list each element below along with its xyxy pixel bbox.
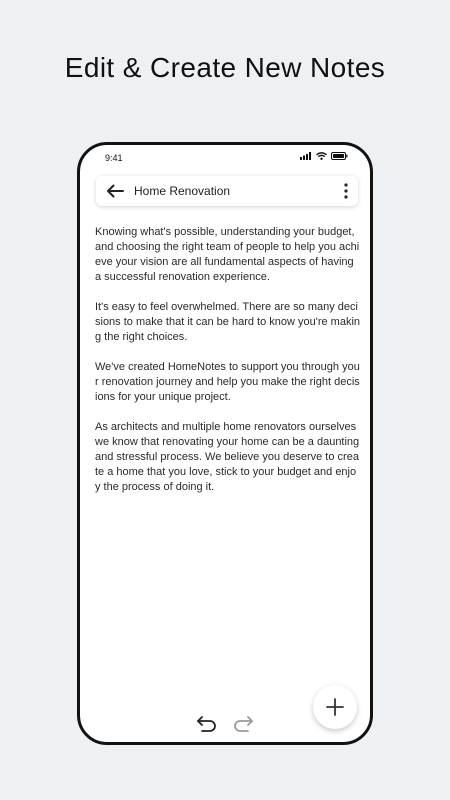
battery-icon <box>331 152 348 160</box>
undo-icon[interactable] <box>196 714 218 732</box>
wifi-icon <box>316 152 327 160</box>
page-headline: Edit & Create New Notes <box>64 52 386 83</box>
more-vertical-icon <box>344 183 348 199</box>
note-paragraph[interactable]: It's easy to feel overwhelmed. There are so many decisions to make that it can be hard to know you're making the right choices. <box>95 301 361 343</box>
status-icons <box>300 152 348 160</box>
note-editor[interactable] <box>95 225 361 510</box>
undo-redo-controls <box>196 714 254 732</box>
app-bar <box>96 176 358 206</box>
note-paragraph[interactable]: As architects and multiple home renovators ourselves we know that renovating your home can be a daunting and stressful process. We believe you deserve to create a home that you love, stick to your budget and enjoy the process of doing it. <box>95 421 360 493</box>
status-bar <box>80 145 370 171</box>
note-paragraph[interactable]: Knowing what's possible, understanding your budget, and choosing the right team of people to help you achieve your vision are all fundamental aspects of having a successful renovation experience. <box>95 226 360 283</box>
status-time: 9:41 <box>105 153 123 163</box>
signal-icon <box>300 152 312 160</box>
back-button[interactable] <box>98 176 132 206</box>
note-paragraph[interactable]: We've created HomeNotes to support you through your renovation journey and help you make the right decisions for your unique project. <box>95 361 360 403</box>
add-note-button[interactable] <box>313 685 357 729</box>
arrow-left-icon <box>106 184 124 198</box>
redo-icon[interactable] <box>232 714 254 732</box>
more-options-button[interactable] <box>334 176 358 206</box>
note-title[interactable]: Home Renovation <box>134 184 231 198</box>
phone-frame <box>77 142 373 745</box>
plus-icon <box>326 698 344 716</box>
